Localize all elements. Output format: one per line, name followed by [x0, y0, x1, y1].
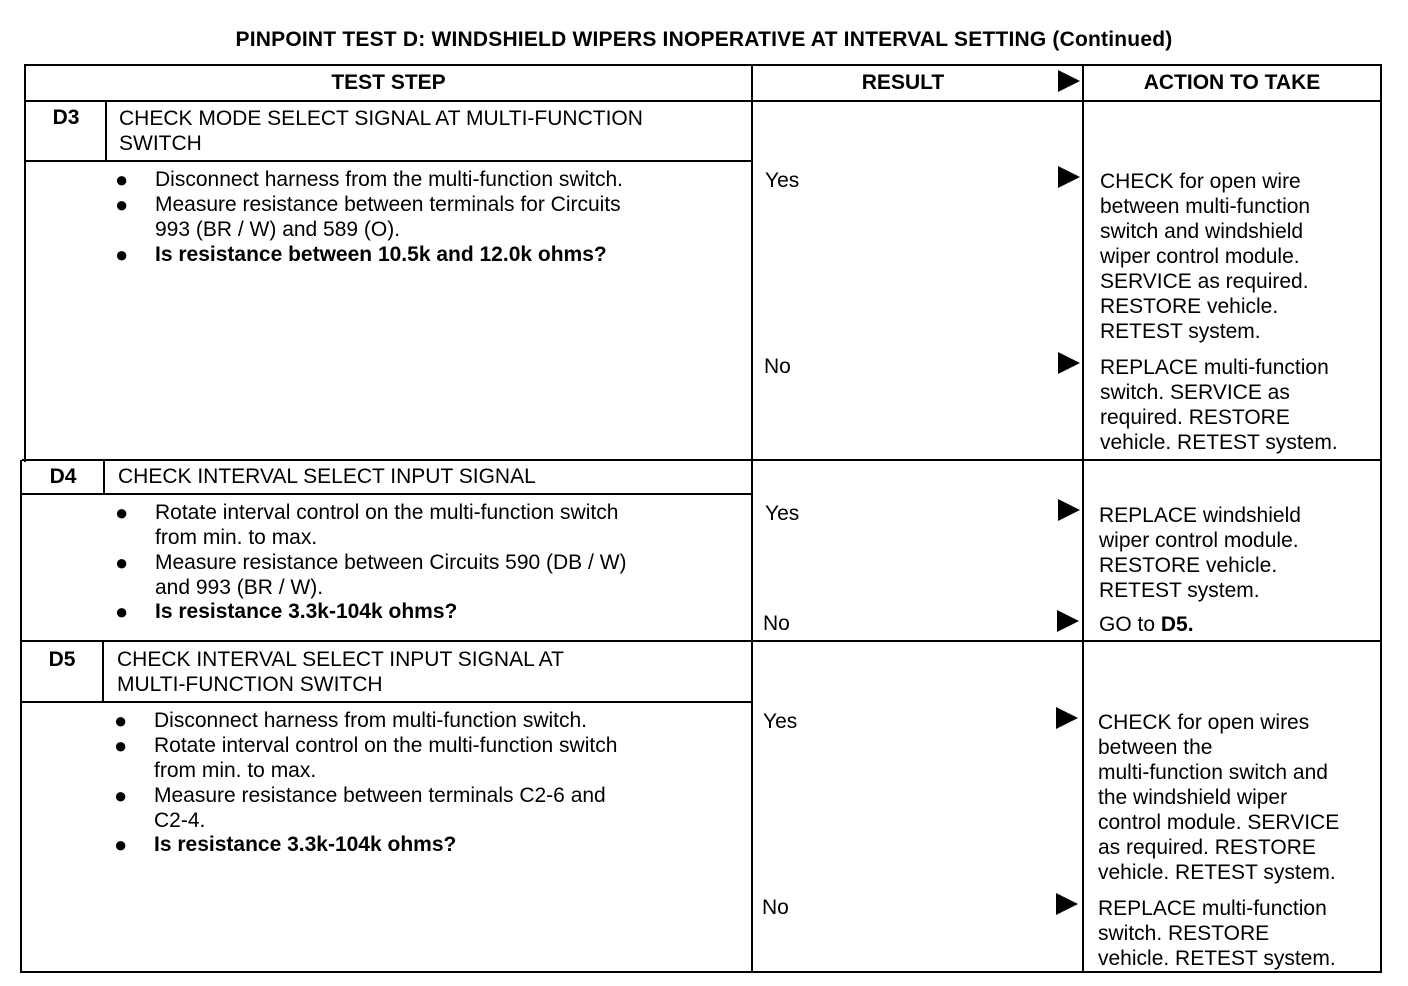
header-result: RESULT	[861, 71, 945, 94]
d4-id-divider	[103, 459, 105, 495]
page-title: PINPOINT TEST D: WINDSHIELD WIPERS INOPERATIVE AT INTERVAL SETTING (Continued)	[235, 28, 1173, 51]
header-divider	[24, 100, 1382, 102]
action-line: vehicle. RETEST system.	[1100, 431, 1338, 454]
bullet-icon: ●	[115, 242, 129, 267]
table-left-border-lower	[20, 460, 22, 973]
d5-result-yes: Yes	[763, 710, 798, 733]
d5-question: Is resistance 3.3k-104k ohms?	[154, 833, 457, 856]
d5-id-divider	[102, 640, 104, 703]
table-right-border	[1380, 64, 1382, 973]
action-line: control module. SERVICE	[1098, 811, 1340, 834]
action-line: as required. RESTORE	[1098, 836, 1316, 859]
d4-bullet-2-line-1: Measure resistance between Circuits 590 (DB / W)	[155, 551, 627, 574]
step-id-d4: D4	[49, 465, 77, 488]
action-line: switch and windshield	[1100, 220, 1304, 243]
d3-result-yes: Yes	[765, 169, 800, 192]
arrow-icon	[1058, 352, 1080, 374]
d3-heading-line-1: CHECK MODE SELECT SIGNAL AT MULTI-FUNCTION	[119, 107, 643, 130]
action-line: RESTORE vehicle.	[1099, 554, 1278, 577]
bullet-icon: ●	[115, 500, 129, 525]
d4-question: Is resistance 3.3k-104k ohms?	[155, 600, 458, 623]
d4-bullet-1-line-1: Rotate interval control on the multi-function switch	[155, 501, 619, 524]
d5-bullet-2-line-2: from min. to max.	[154, 759, 317, 782]
arrow-icon	[1058, 166, 1080, 188]
d4-heading-line-1: CHECK INTERVAL SELECT INPUT SIGNAL	[118, 465, 536, 488]
d4-result-yes: Yes	[765, 502, 800, 525]
action-line: REPLACE multi-function	[1098, 897, 1327, 920]
header-test-step: TEST STEP	[331, 71, 446, 94]
action-line: vehicle. RETEST system.	[1098, 861, 1336, 884]
step-id-d5: D5	[48, 648, 76, 671]
action-line: CHECK for open wire	[1100, 170, 1301, 193]
action-line: vehicle. RETEST system.	[1098, 947, 1336, 970]
bullet-icon: ●	[114, 783, 128, 808]
d5-bullet-3-line-1: Measure resistance between terminals C2-6 and	[154, 784, 606, 807]
d4-action-no	[1099, 612, 1194, 637]
arrow-icon	[1056, 893, 1078, 915]
bullet-icon: ●	[115, 167, 129, 192]
arrow-icon	[1057, 610, 1079, 632]
arrow-icon	[1058, 499, 1080, 521]
step-id-d3: D3	[52, 106, 80, 129]
d3-question: Is resistance between 10.5k and 12.0k ohms?	[155, 243, 607, 266]
arrow-icon	[1056, 707, 1078, 729]
action-goto-step: D5.	[1160, 613, 1194, 636]
header-action: ACTION TO TAKE	[1143, 71, 1321, 94]
action-line: multi-function switch and	[1098, 761, 1328, 784]
action-line: between multi-function	[1100, 195, 1311, 218]
d4-heading-bottom	[22, 493, 753, 495]
d3-bullet-2-line-2: 993 (BR / W) and 589 (O).	[155, 218, 401, 241]
table-top-border	[24, 64, 1382, 66]
d5-heading-line-2: MULTI-FUNCTION SWITCH	[117, 673, 383, 696]
bullet-icon: ●	[114, 733, 128, 758]
action-line: switch. SERVICE as	[1100, 381, 1290, 404]
bullet-icon: ●	[114, 832, 128, 857]
d3-heading-bottom	[24, 160, 753, 162]
d5-result-no: No	[762, 896, 789, 919]
arrow-icon	[1058, 70, 1080, 92]
action-column-divider	[1082, 64, 1084, 973]
d3-heading-line-2: SWITCH	[119, 132, 202, 155]
bullet-icon: ●	[115, 599, 129, 624]
result-column-divider	[751, 64, 753, 973]
action-line: required. RESTORE	[1100, 406, 1290, 429]
action-line: wiper control module.	[1100, 245, 1300, 268]
bullet-icon: ●	[114, 708, 128, 733]
bullet-icon: ●	[115, 550, 129, 575]
action-line: CHECK for open wires	[1098, 711, 1310, 734]
d5-bullet-2-line-1: Rotate interval control on the multi-function switch	[154, 734, 618, 757]
action-line: the windshield wiper	[1098, 786, 1288, 809]
row-divider-d3-d4	[22, 459, 1382, 461]
d4-result-no: No	[763, 612, 790, 635]
action-line: RESTORE vehicle.	[1100, 295, 1279, 318]
d3-bullet-2-line-1: Measure resistance between terminals for Circuits	[155, 193, 621, 216]
table-bottom-border	[20, 971, 1382, 973]
action-goto-prefix: GO to	[1099, 613, 1161, 636]
bullet-icon: ●	[115, 192, 129, 217]
d4-bullet-2-line-2: and 993 (BR / W).	[155, 576, 324, 599]
action-line: wiper control module.	[1099, 529, 1299, 552]
action-line: SERVICE as required.	[1100, 270, 1309, 293]
action-line: between the	[1098, 736, 1213, 759]
d3-result-no: No	[764, 355, 791, 378]
action-line: REPLACE multi-function	[1100, 356, 1329, 379]
d3-bullet-1: Disconnect harness from the multi-function switch.	[155, 168, 624, 191]
action-line: RETEST system.	[1100, 320, 1261, 343]
d5-bullet-1: Disconnect harness from multi-function switch.	[154, 709, 587, 732]
row-divider-d4-d5	[20, 640, 1382, 642]
d5-heading-line-1: CHECK INTERVAL SELECT INPUT SIGNAL AT	[117, 648, 564, 671]
action-line: REPLACE windshield	[1099, 504, 1301, 527]
d5-heading-bottom	[20, 701, 753, 703]
action-line: switch. RESTORE	[1098, 922, 1270, 945]
action-line: RETEST system.	[1099, 579, 1260, 602]
d4-bullet-1-line-2: from min. to max.	[155, 526, 318, 549]
d5-bullet-3-line-2: C2-4.	[154, 809, 206, 832]
